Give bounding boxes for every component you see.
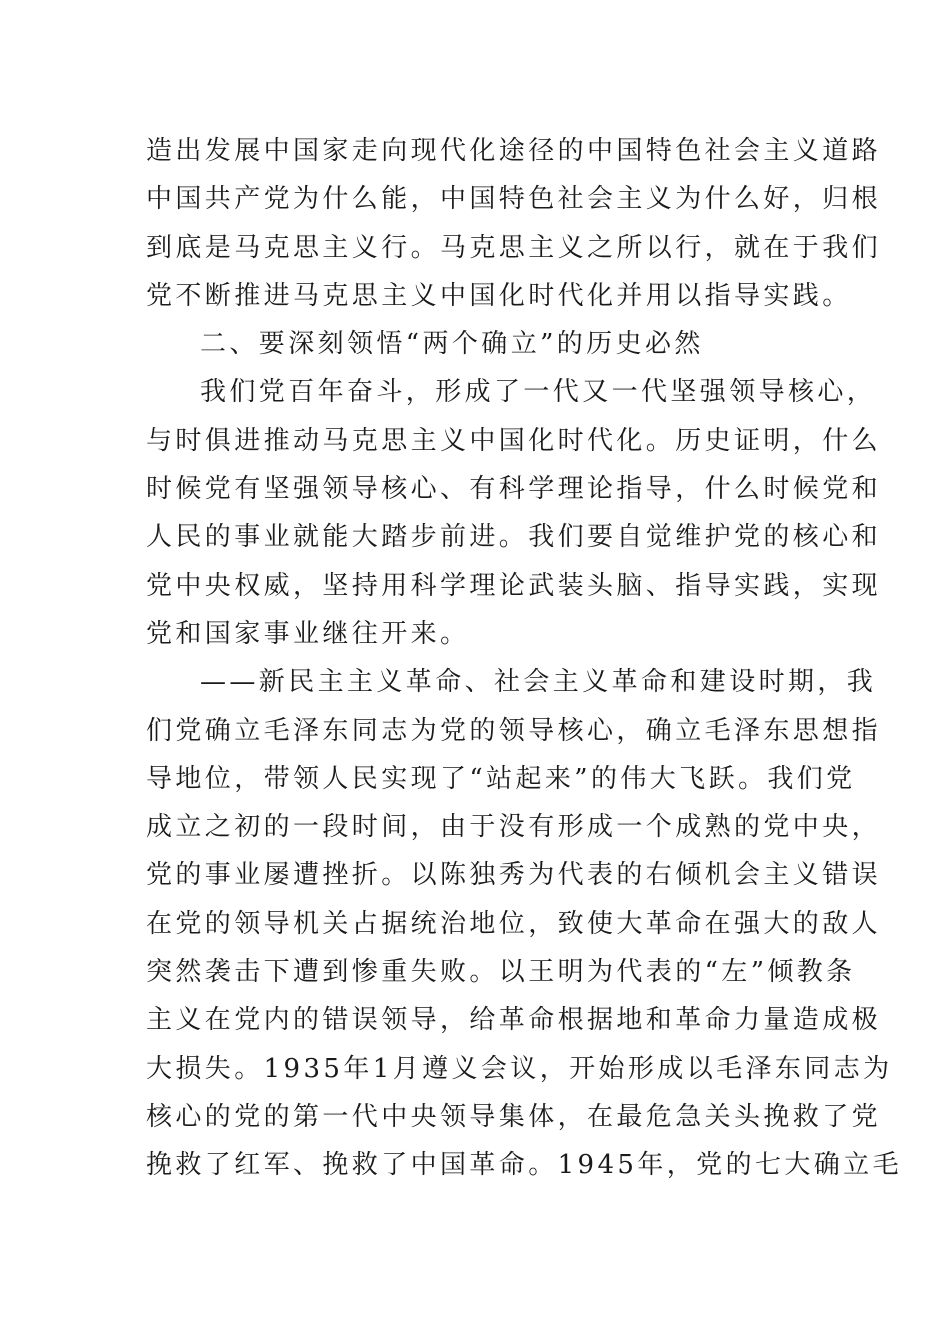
text-line: 们党确立毛泽东同志为党的领导核心，确立毛泽东思想指 [146,715,882,746]
text-line: 党和国家事业继往开来。 [146,618,470,649]
text-line: 时候党有坚强领导核心、有科学理论指导，什么时候党和 [146,474,882,505]
text-line: 成立之初的一段时间，由于没有形成一个成熟的党中央， [146,812,882,843]
text-line: 中国共产党为什么能，中国特色社会主义为什么好，归根 [146,184,882,215]
text-line: 突然袭击下遭到惨重失败。以王明为代表的“左”倾教条 [146,957,856,988]
text-line: 核心的党的第一代中央领导集体，在最危急关头挽救了党 [146,1101,882,1132]
text-line: 到底是马克思主义行。马克思主义之所以行，就在于我们 [146,232,882,263]
section-heading: 二、要深刻领悟“两个确立”的历史必然 [200,329,704,360]
text-line: 党的事业屡遭挫折。以陈独秀为代表的右倾机会主义错误 [146,860,882,891]
text-line: 导地位，带领人民实现了“站起来”的伟大飞跃。我们党 [146,763,856,794]
text-line: 党中央权威，坚持用科学理论武装头脑、指导实践，实现 [146,570,882,601]
text-line: 人民的事业就能大踏步前进。我们要自觉维护党的核心和 [146,522,882,553]
text-line: 大损失。1935年1月遵义会议，开始形成以毛泽东同志为 [146,1053,893,1084]
text-line: ——新民主主义革命、社会主义革命和建设时期，我 [200,667,877,698]
text-line: 与时俱进推动马克思主义中国化时代化。历史证明，什么 [146,425,882,456]
text-line: 挽救了红军、挽救了中国革命。1945年，党的七大确立毛 [146,1150,902,1181]
document-body [146,127,902,1190]
text-line: 造出发展中国家走向现代化途径的中国特色社会主义道路 [146,136,882,166]
text-line: 我们党百年奋斗，形成了一代又一代坚强领导核心， [200,377,877,408]
text-line: 在党的领导机关占据统治地位，致使大革命在强大的敌人 [146,908,882,939]
text-line: 党不断推进马克思主义中国化时代化并用以指导实践。 [146,280,852,311]
text-line: 主义在党内的错误领导，给革命根据地和革命力量造成极 [146,1005,882,1036]
